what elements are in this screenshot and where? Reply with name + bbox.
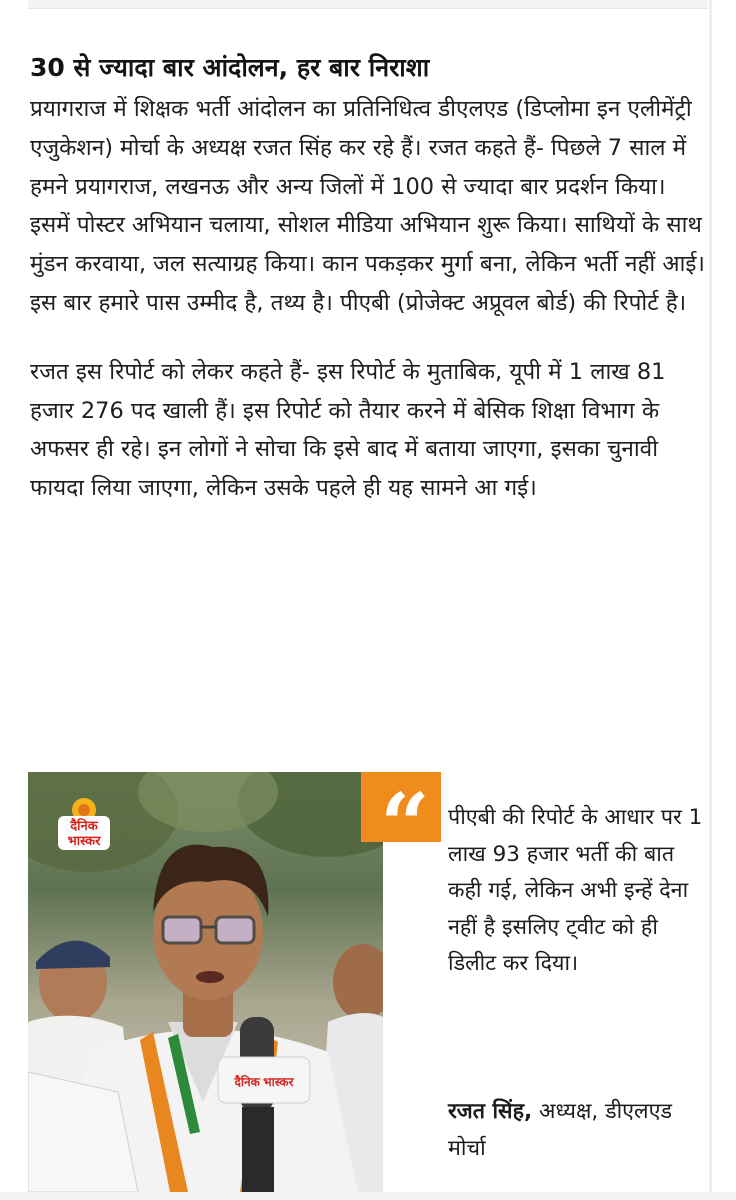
article-paragraph-2: रजत इस रिपोर्ट को लेकर कहते हैं- इस रिपोर्ट के मुताबिक, यूपी में 1 लाख 81 हजार 276 पद खाली हैं। इस रिपोर्ट को तैयार करने में बेसिक शिक्षा विभाग के अफसर ही रहे। इन लोगों ने सोचा कि इसे बाद में बताया जाएगा, इसका चुनावी फायदा लिया जाएगा, लेकिन उसके पहले ही यह सामने आ गई।: [30, 358, 666, 502]
top-divider: [28, 0, 708, 9]
article-body: [30, 50, 710, 508]
section-heading: 30 से ज्यादा बार आंदोलन, हर बार निराशा: [30, 53, 430, 82]
speaker-photo: [28, 772, 383, 1192]
dainik-bhaskar-logo: [56, 790, 112, 852]
bottom-divider: [0, 1192, 736, 1200]
speaker-title: अध्यक्ष, डीएलएड मोर्चा: [448, 1099, 673, 1161]
article-paragraph-1: प्रयागराज में शिक्षक भर्ती आंदोलन का प्रतिनिधित्व डीएलएड (डिप्लोमा इन एलीमेंट्री एजुकेशन) मोर्चा के अध्यक्ष रजत सिंह कर रहे हैं। रजत कहते हैं- पिछले 7 साल में हमने प्रयागराज, लखनऊ और अन्य जिलों में 100 से ज्यादा बार प्रदर्शन किया। इसमें पोस्टर अभियान चलाया, सोशल मीडिया अभियान शुरू किया। साथियों के साथ मुंडन करवाया, जल सत्याग्रह किया। कान पकड़कर मुर्गा बना, लेकिन भर्ती नहीं आई। इस बार हमारे पास उम्मीद है, तथ्य है। पीएबी (प्रोजेक्ट अप्रूवल बोर्ड) की रिपोर्ट है।: [30, 96, 705, 316]
pull-quote: पीएबी की रिपोर्ट के आधार पर 1 लाख 93 हजार भर्ती की बात कही गई, लेकिन अभी इन्हें देना नहीं है इसलिए ट्वीट को ही डिलीट कर दिया।: [448, 805, 703, 977]
logo-line-2: भास्कर: [67, 833, 101, 848]
speaker-name: रजत सिंह,: [448, 1099, 533, 1124]
mic-label: दैनिक भास्कर: [234, 1075, 294, 1089]
quote-card: [28, 772, 709, 1192]
mic-flag-label: [218, 1070, 310, 1092]
quote-mark-icon: “: [361, 772, 441, 842]
logo-line-1: दैनिक: [70, 818, 98, 833]
quote-attribution: [448, 1094, 703, 1167]
